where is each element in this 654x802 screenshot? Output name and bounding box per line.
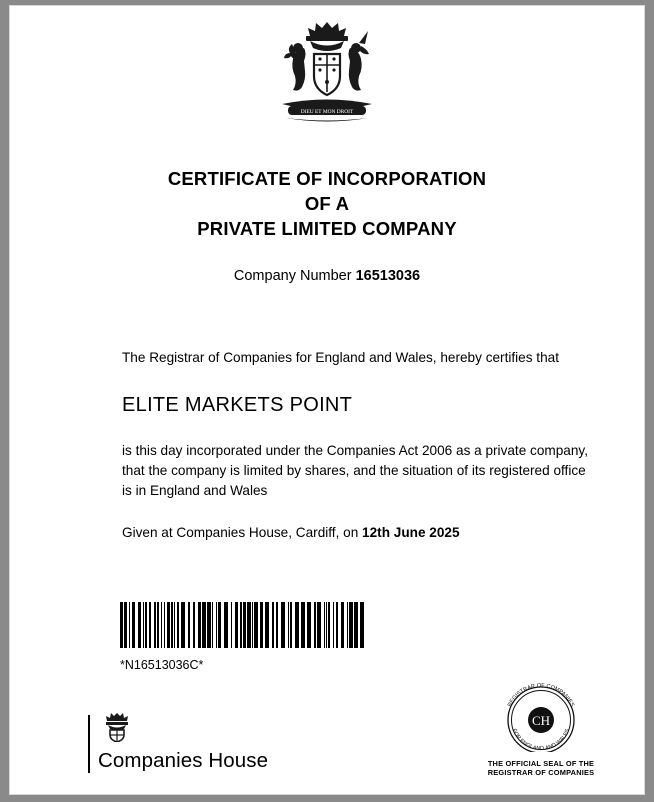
title-line-2: OF A bbox=[304, 193, 350, 214]
seal-caption-line-2: REGISTRAR OF COMPANIES bbox=[487, 768, 595, 777]
svg-text:REGISTRAR OF COMPANIES: REGISTRAR OF COMPANIES bbox=[507, 682, 575, 708]
certificate-title bbox=[10, 166, 644, 241]
seal-caption-line-1: THE OFFICIAL SEAL OF THE bbox=[487, 759, 595, 768]
company-number-value: 16513036 bbox=[355, 268, 421, 284]
svg-text:FOR ENGLAND AND WALES: FOR ENGLAND AND WALES bbox=[510, 728, 572, 752]
royal-coat-of-arms-icon bbox=[10, 18, 644, 128]
companies-house-logo bbox=[88, 712, 268, 773]
given-prefix: Given at Companies House, Cardiff, on bbox=[122, 525, 359, 540]
title-line-1: CERTIFICATE OF INCORPORATION bbox=[167, 168, 487, 189]
barcode-text: *N16513036C* bbox=[120, 658, 204, 672]
company-number bbox=[10, 268, 644, 284]
svg-text:DIEU ET MON DROIT: DIEU ET MON DROIT bbox=[300, 109, 354, 115]
certificate-page bbox=[9, 5, 645, 795]
company-name: ELITE MARKETS POINT bbox=[122, 394, 353, 416]
title-line-3: PRIVATE LIMITED COMPANY bbox=[197, 218, 457, 239]
given-at-text bbox=[122, 523, 592, 543]
official-seal bbox=[486, 682, 596, 777]
given-date: 12th June 2025 bbox=[362, 525, 460, 540]
barcode bbox=[120, 602, 366, 648]
incorporation-text: is this day incorporated under the Companies Act 2006 as a private company, that the company is limited by shares, and the situation of its registered office is in England and Wales bbox=[122, 443, 588, 498]
companies-house-crest-icon bbox=[100, 712, 268, 747]
company-number-label: Company Number bbox=[233, 268, 352, 284]
certify-text: The Registrar of Companies for England and Wales, hereby certifies that bbox=[122, 350, 559, 365]
official-seal-icon bbox=[494, 682, 588, 752]
svg-text:CH: CH bbox=[531, 713, 551, 728]
seal-caption bbox=[486, 759, 596, 777]
barcode-bars bbox=[120, 602, 366, 648]
logo-rule bbox=[88, 715, 90, 773]
companies-house-wordmark: Companies House bbox=[98, 749, 269, 772]
certificate-body bbox=[122, 348, 592, 543]
